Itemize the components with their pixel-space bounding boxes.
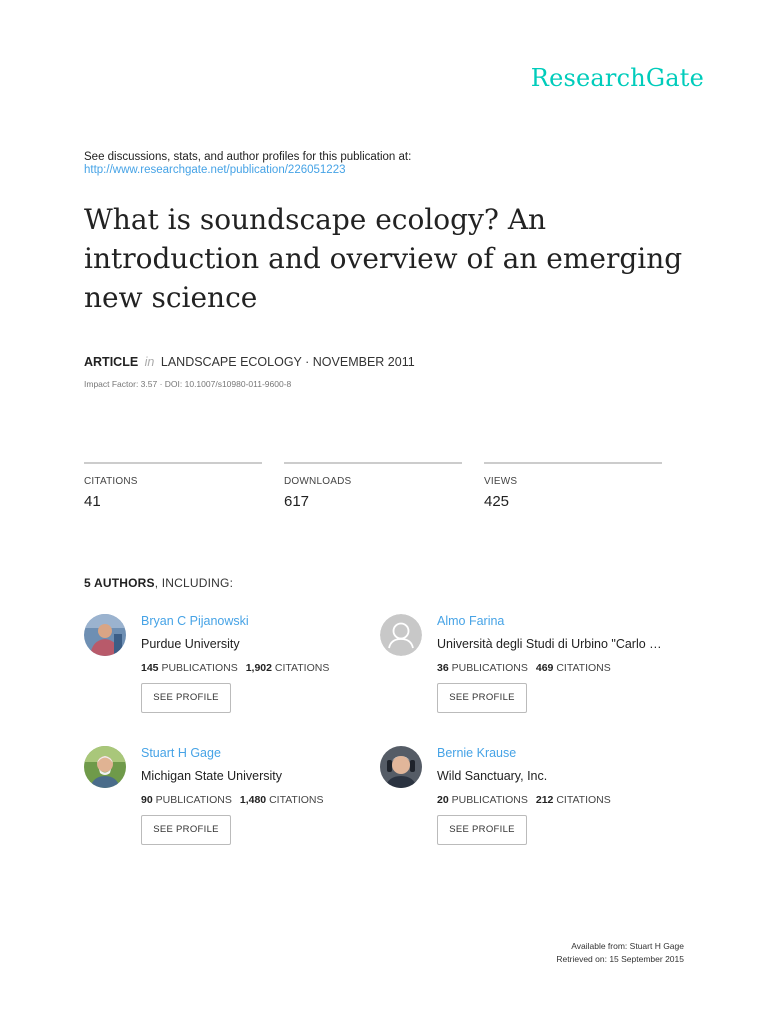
author-avatar[interactable]	[380, 746, 422, 788]
publications-label: PUBLICATIONS	[161, 662, 238, 674]
see-profile-button[interactable]: SEE PROFILE	[141, 815, 231, 845]
citations-label: CITATIONS	[556, 794, 611, 806]
citations-count: 469	[535, 662, 554, 674]
author-card-krause	[380, 746, 680, 856]
author-stats	[141, 794, 324, 806]
stat-views	[484, 462, 662, 510]
author-affiliation: Purdue University	[141, 637, 240, 651]
intro-text: See discussions, stats, and author profiles for this publication at:	[84, 151, 412, 163]
author-avatar[interactable]	[84, 614, 126, 656]
available-from: Available from: Stuart H Gage	[571, 941, 684, 951]
stat-downloads	[284, 462, 462, 510]
author-stats	[437, 662, 611, 674]
stat-value: 617	[284, 493, 310, 510]
stat-value: 425	[484, 493, 510, 510]
see-profile-button[interactable]: SEE PROFILE	[141, 683, 231, 713]
publications-label: PUBLICATIONS	[155, 794, 232, 806]
see-profile-button[interactable]: SEE PROFILE	[437, 683, 527, 713]
see-profile-button[interactable]: SEE PROFILE	[437, 815, 527, 845]
publication-venue: LANDSCAPE ECOLOGY · NOVEMBER 2011	[160, 355, 415, 369]
publications-count: 90	[141, 794, 153, 806]
author-name[interactable]: Bernie Krause	[437, 746, 517, 760]
publications-label: PUBLICATIONS	[451, 794, 528, 806]
publications-label: PUBLICATIONS	[451, 662, 528, 674]
authors-heading	[84, 576, 233, 590]
publication-link[interactable]: http://www.researchgate.net/publication/226051223	[84, 164, 346, 176]
citations-label: CITATIONS	[274, 662, 330, 674]
author-card-farina	[380, 614, 680, 724]
stat-label: VIEWS	[484, 476, 518, 487]
stat-label: DOWNLOADS	[284, 476, 352, 487]
author-name[interactable]: Almo Farina	[437, 614, 505, 628]
in-word: in	[144, 355, 155, 369]
author-card-gage	[84, 746, 384, 856]
publication-title: What is soundscape ecology? An introduction and overview of an emerging new science	[84, 203, 683, 314]
publication-kind: ARTICLE	[84, 355, 139, 369]
author-affiliation: Wild Sanctuary, Inc.	[437, 769, 548, 783]
citations-count: 1,902	[245, 662, 272, 674]
stat-citations	[84, 462, 262, 510]
impact-doi: Impact Factor: 3.57 · DOI: 10.1007/s10980-011-9600-8	[84, 379, 292, 389]
authors-count: 5 AUTHORS	[84, 576, 155, 590]
author-name[interactable]: Bryan C Pijanowski	[141, 614, 249, 628]
publication-meta	[84, 355, 415, 369]
stat-value: 41	[84, 493, 101, 510]
author-stats	[437, 794, 611, 806]
publications-count: 20	[437, 794, 449, 806]
citations-count: 212	[535, 794, 554, 806]
publications-count: 36	[437, 662, 449, 674]
retrieved-on: Retrieved on: 15 September 2015	[556, 953, 684, 964]
authors-including: , INCLUDING:	[154, 576, 234, 590]
author-card-pijanowski	[84, 614, 384, 724]
author-name[interactable]: Stuart H Gage	[141, 746, 221, 760]
author-affiliation: Michigan State University	[141, 769, 283, 783]
author-stats	[141, 662, 329, 674]
footer-note	[556, 940, 684, 965]
publications-count: 145	[141, 662, 159, 674]
author-affiliation: Università degli Studi di Urbino "Carlo …	[437, 637, 662, 651]
citations-label: CITATIONS	[556, 662, 611, 674]
researchgate-logo[interactable]: ResearchGate	[530, 64, 704, 92]
intro-block	[84, 151, 411, 177]
citations-label: CITATIONS	[269, 794, 324, 806]
default-user-icon[interactable]	[380, 614, 422, 656]
citations-count: 1,480	[239, 794, 267, 806]
author-avatar[interactable]	[84, 746, 126, 788]
stat-label: CITATIONS	[84, 476, 138, 487]
